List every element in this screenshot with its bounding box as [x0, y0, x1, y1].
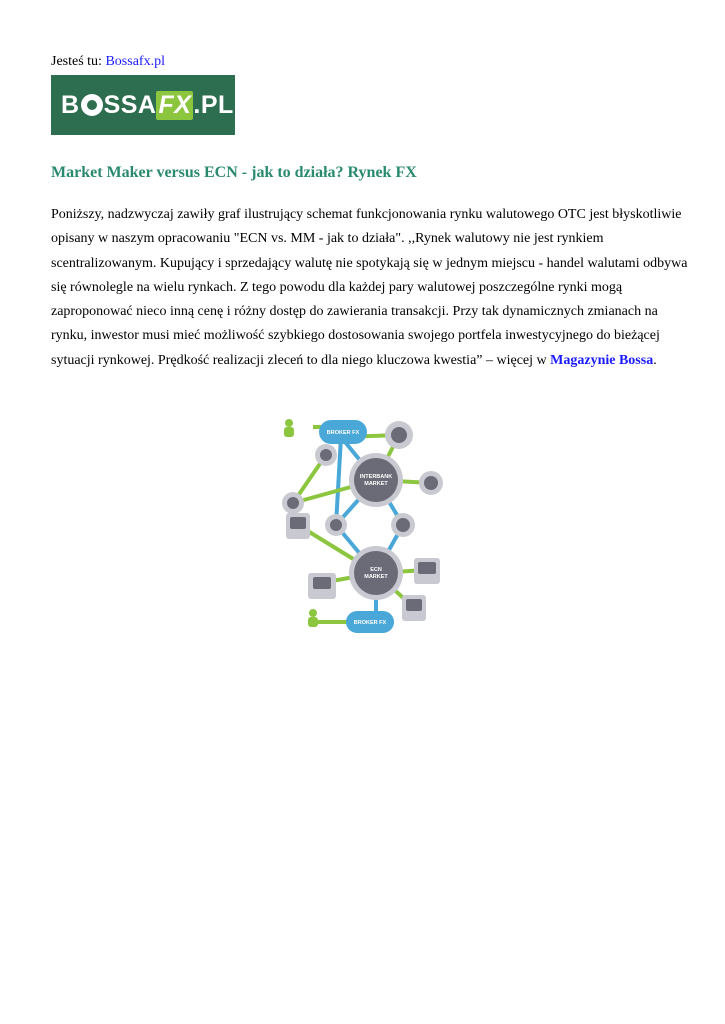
bossafx-logo[interactable] — [51, 75, 235, 135]
bank-node-6 — [391, 513, 415, 537]
article-body — [51, 203, 691, 373]
bank-node-3 — [419, 471, 443, 495]
interbank-market-node — [349, 453, 403, 507]
clover-icon — [81, 94, 103, 116]
magazine-link[interactable]: Magazynie Bossa — [550, 352, 654, 368]
logo-fx: FX — [158, 90, 192, 119]
investor-icon-bottom — [308, 609, 318, 627]
breadcrumb-link[interactable]: Bossafx.pl — [105, 54, 165, 69]
bank-node-5 — [325, 514, 347, 536]
logo-pl: .PL — [193, 90, 234, 119]
broker-fx-bottom-node — [346, 611, 394, 633]
broker-fx-top-node — [319, 420, 367, 444]
bank-box-node — [402, 595, 426, 621]
broker-fx-top-label: BROKER FX — [326, 430, 360, 436]
article-text: Poniższy, nadzwyczaj zawiły graf ilustrujący schemat funkcjonowania rynku walutowego OTC jest błyskotliwie opisany w naszym opracowaniu "ECN vs. MM - jak to działa". ,,Rynek walutowy nie jest rynkiem scentralizowanym. Kupujący i sprzedający walutę nie spotykają się w jednym miejscu - handel walutami odbywa się równolegle na wielu rynkach. Z tego powodu dla każdej pary walutowej poszczególne rynki mogą zaproponować nieco inną cenę i różny dostęp do zawierania transakcji. Przy tak dynamicznych zmianach na rynku, inwestor musi mieć możliwość szybkiego dostosowania swojego portfela inwestycyjnego do bieżącej sytuacji rynkowej. Prędkość realizacji zleceń to dla niego kluczowa kwestia” – więcej w — [51, 207, 688, 368]
ecn-market-node — [349, 546, 403, 600]
prime-broker-node — [286, 513, 310, 539]
bank-node-1 — [385, 421, 413, 449]
page-title: Market Maker versus ECN - jak to działa? Rynek FX — [51, 164, 417, 181]
institution-node — [308, 573, 336, 599]
article-end: . — [653, 352, 657, 368]
ecn-label-1: ECN — [370, 567, 382, 573]
logo-letter-b: B — [61, 90, 80, 119]
bank-node-4 — [282, 492, 304, 514]
portfolio-node — [414, 558, 440, 584]
breadcrumb-prefix: Jesteś tu: — [51, 54, 102, 69]
interbank-label-1: INTERBANK — [359, 474, 393, 480]
breadcrumb — [51, 54, 165, 70]
interbank-label-2: MARKET — [364, 481, 388, 487]
market-diagram — [281, 415, 446, 633]
logo-ssa: SSA — [103, 90, 157, 119]
bank-node-2 — [315, 444, 337, 466]
ecn-label-2: MARKET — [364, 574, 388, 580]
broker-fx-bottom-label: BROKER FX — [353, 620, 387, 626]
investor-icon-top — [284, 419, 294, 437]
